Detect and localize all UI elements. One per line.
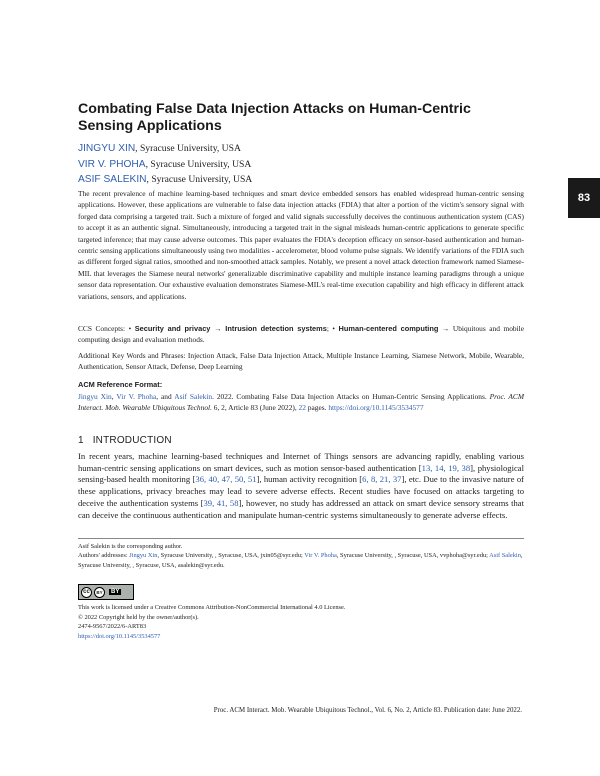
author-link[interactable]: Vir V. Phoha	[304, 552, 337, 559]
ccs-concepts	[78, 323, 524, 346]
addr-text: , Syracuse University, , Syracuse, USA, asalekin@syr.edu.	[78, 552, 523, 570]
keywords: Additional Key Words and Phrases: Injection Attack, False Data Injection Attack, Multiple Instance Learning, Siamese Network, Mobile, Wearable, Authentication, Sensor Attack, Defense, Deep Learning	[78, 351, 524, 372]
author-affiliation: , Syracuse University, USA	[135, 143, 241, 154]
author-link[interactable]: Asif Salekin	[174, 392, 213, 401]
license-block	[78, 603, 524, 641]
page-number-tab	[568, 178, 600, 218]
intro-text: ], etc. Due to the invasive nature of these applications, privacy breaches may lead to severe adverse effects. Recent studies have focused on attacks targeting to deceive the authentication systems [	[78, 474, 525, 508]
author-list	[78, 141, 524, 188]
ref-text: pages.	[305, 403, 329, 413]
author-affiliation: , Syracuse University, USA	[145, 158, 252, 170]
author-link[interactable]: Jingyu Xin	[78, 392, 112, 401]
author-line	[78, 141, 524, 157]
citation-link[interactable]: 13, 14, 19, 38	[421, 462, 471, 473]
abstract: The recent prevalence of machine learning-based techniques and smart device embedded sensors has enabled widespread human-centric sensing applications. However, these applications are vulnerable to false data injection attacks (FDIA) that alter a portion of the victim's sensory signal with forged data comprising a targeted trait. Such a mixture of forged and valid signals successfully deceives the continuous authentication system (CAS) to accept it as an authentic signal. Simultaneously, introducing a targeted trait in the signal misleads human-centric applications to generate specific targeted inference; that may cause adverse outcomes. This paper evaluates the FDIA's deception efficacy on sensor-based authentication and human-centric sensing applications simultaneously using two modalities - accelerometer, blood volume pulse signals. We identify variations of the FDIA such as different forged signal ratios, smoothed and non-smoothed attack samples. Notably, we present a novel attack detection framework named Siamese-MIL that leverages the Siamese neural networks' generalizable discriminative capability and multiple instance learning paradigms through a unique sensor data representation. Our exhaustive evaluation demonstrates Siamese-MIL's real-time execution capability and high efficacy in different attack variations, sensors, and applications.	[78, 189, 524, 301]
ccs-term: Human-centered computing	[338, 324, 439, 333]
page-number: 83	[577, 192, 591, 204]
addr-text: , Syracuse University, , Syracuse, USA, jxin05@syr.edu;	[157, 552, 305, 559]
footnote-divider	[78, 538, 524, 539]
author-addresses	[78, 551, 524, 571]
doi-link[interactable]: https://doi.org/10.1145/3534577	[78, 632, 161, 640]
intro-text: ], physiological sensing-based health monitoring [	[78, 462, 524, 485]
ref-venue: Proc. ACM Interact. Mob. Wearable Ubiquitous Technol.	[78, 392, 524, 413]
reference-heading: ACM Reference Format:	[78, 380, 163, 389]
section-title: INTRODUCTION	[92, 435, 172, 446]
ccs-label: CCS Concepts: •	[78, 324, 135, 333]
author-affiliation: , Syracuse University, USA	[146, 174, 253, 185]
ccs-tail: → Ubiquitous and mobile computing design and evaluation methods.	[78, 324, 524, 345]
ref-text: ,	[111, 392, 117, 401]
ref-text: . 2022. Combating False Data Injection Attacks on Human-Centric Sensing Applications.	[212, 392, 490, 401]
section-number: 1	[78, 435, 84, 446]
ccs-term: Security and privacy → Intrusion detection systems	[134, 324, 327, 333]
author-link[interactable]: Vir V. Phoha	[116, 392, 157, 401]
by-icon: BY	[94, 587, 105, 598]
paper-title: Combating False Data Injection Attacks on Human-Centric Sensing Applications	[78, 101, 471, 134]
author-name-link[interactable]: VIR V. PHOHA	[78, 158, 146, 170]
author-line	[78, 172, 524, 188]
author-line	[78, 157, 524, 173]
cc-badge-label: BY	[111, 589, 120, 595]
ref-text: , and	[156, 392, 175, 401]
copyright-text: © 2022 Copyright held by the owner/author(s).	[78, 613, 199, 621]
creative-commons-badge[interactable]	[78, 584, 134, 600]
citation-link[interactable]: 6, 8, 21, 37	[362, 474, 402, 485]
license-text: This work is licensed under a Creative Commons Attribution-NonCommercial International 4.0 License.	[78, 604, 346, 611]
addr-text: , Syracuse University, , Syracuse, USA, vvphoha@syr.edu;	[336, 552, 490, 559]
intro-text: ], human activity recognition [	[256, 474, 363, 485]
ref-text: 6, 2, Article 83 (June 2022),	[211, 403, 299, 413]
cc-icon: cc	[81, 587, 92, 598]
author-link[interactable]: Asif Salekin	[489, 552, 521, 559]
intro-text: In recent years, machine learning-based techniques and Internet of Things sensors are advancing rapidly, enabling various human-centric sensing applications on smart devices, such as motion sensor-based authentication [	[78, 451, 524, 473]
page-footer: Proc. ACM Interact. Mob. Wearable Ubiquitous Technol., Vol. 6, No. 2, Article 83. Publication date: June 2022.	[213, 707, 522, 714]
pages-link[interactable]: 22	[298, 403, 306, 413]
doi-link[interactable]: https://doi.org/10.1145/3534577	[328, 403, 424, 413]
section-heading	[78, 435, 172, 446]
author-name-link[interactable]: ASIF SALEKIN	[78, 174, 147, 185]
ccs-separator: ; •	[326, 324, 339, 333]
citation-link[interactable]: 36, 40, 47, 50, 51	[195, 474, 257, 485]
addr-label: Authors' addresses:	[78, 552, 130, 559]
intro-paragraph	[78, 451, 524, 521]
corresponding-author-note: Asif Salekin is the corresponding author.	[78, 543, 183, 550]
author-name-link[interactable]: JINGYU XIN	[78, 143, 136, 154]
citation-link[interactable]: 39, 41, 58	[203, 497, 239, 508]
issn-text: 2474-9567/2022/6-ART83	[78, 623, 147, 630]
author-link[interactable]: Jingyu Xin	[129, 552, 158, 559]
reference-format	[78, 391, 524, 414]
intro-text: ], however, no study has addressed an attack on smart device sensory streams that can deceive the continuous authentication and manipulate human-centric systems simultaneously to generate adverse effects.	[78, 497, 524, 520]
